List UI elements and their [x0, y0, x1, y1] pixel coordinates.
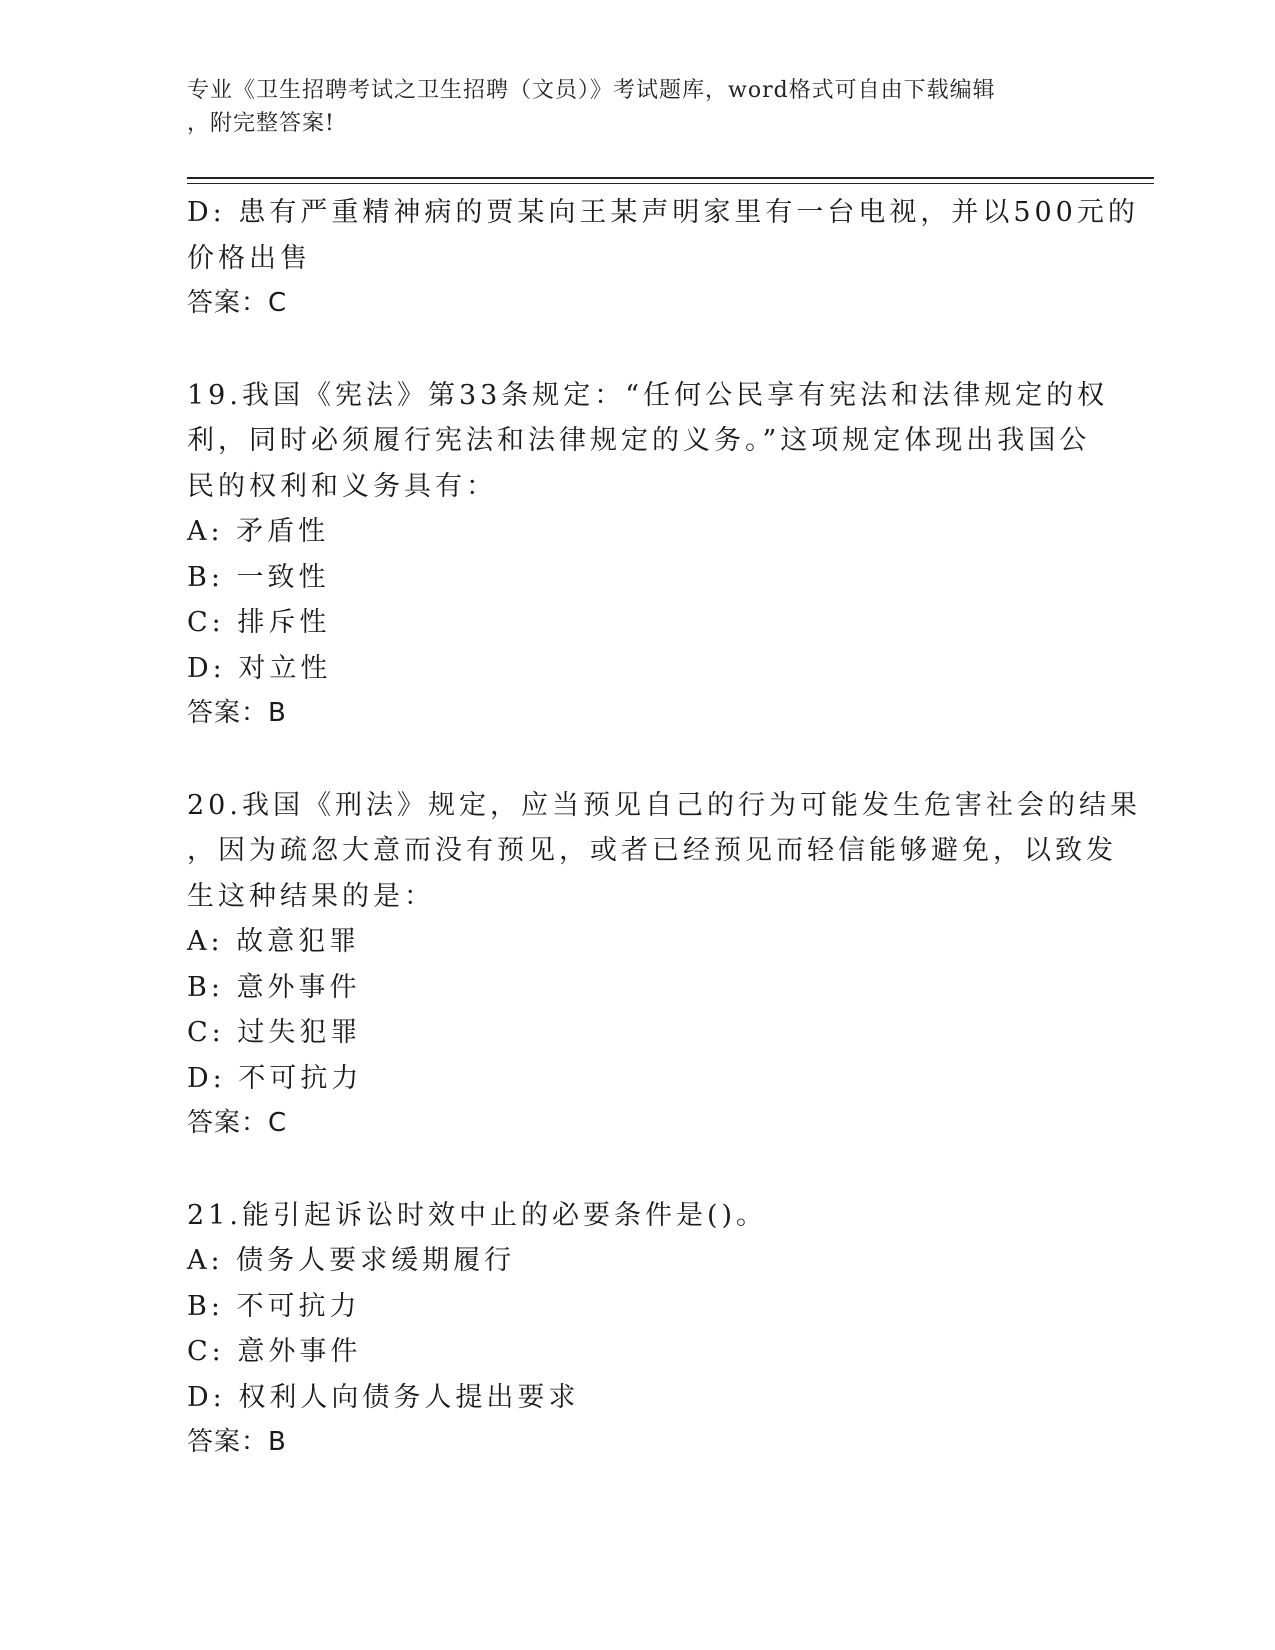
spacer — [187, 327, 1087, 373]
question-19 — [187, 373, 1109, 737]
q21-stem-line-1: 21.能引起诉讼时效中止的必要条件是()。 — [187, 1199, 768, 1231]
q20-option-a: A: 故意犯罪 — [187, 926, 361, 957]
q18-option-d-line-2: 价格出售 — [187, 242, 311, 274]
q19-stem-line-2: 利，同时必须履行宪法和法律规定的义务。”这项规定体现出我国公 — [187, 425, 1091, 456]
spacer — [187, 1147, 1087, 1193]
header-divider — [187, 177, 1154, 184]
question-content — [187, 190, 1141, 1466]
header-line-2: ，附完整答案! — [187, 111, 335, 136]
q20-option-b: B: 意外事件 — [187, 971, 361, 1003]
q20-stem-line-1: 20.我国《刑法》规定，应当预见自己的行为可能发生危害社会的结果 — [187, 789, 1141, 821]
q20-stem-line-3: 生这种结果的是： — [187, 880, 435, 912]
q19-stem-line-3: 民的权利和义务具有： — [187, 470, 497, 502]
q20-answer: 答案：C — [187, 1108, 288, 1138]
q19-answer: 答案：B — [187, 698, 287, 728]
q21-option-d: D: 权利人向债务人提出要求 — [187, 1381, 580, 1413]
question-20 — [187, 783, 1141, 1147]
q21-option-a: A: 债务人要求缓期履行 — [187, 1245, 516, 1276]
q20-stem-line-2: ，因为疏忽大意而没有预见，或者已经预见而轻信能够避免，以致发 — [187, 835, 1117, 866]
header-line-1: 专业《卫生招聘考试之卫生招聘（文员）》考试题库，word格式可自由下载编辑 — [187, 78, 996, 103]
q21-option-b: B: 不可抗力 — [187, 1290, 361, 1322]
q19-option-c: C: 排斥性 — [187, 607, 331, 638]
q18-option-d-line-1: D: 患有严重精神病的贾某向王某声明家里有一台电视，并以500元的 — [187, 197, 1139, 228]
q20-option-c: C: 过失犯罪 — [187, 1017, 362, 1048]
question-21 — [187, 1193, 1087, 1466]
spacer — [187, 737, 1087, 783]
question-18-tail — [187, 190, 1139, 327]
q18-answer: 答案：C — [187, 288, 288, 318]
q21-option-c: C: 意外事件 — [187, 1336, 362, 1367]
q19-option-a: A: 矛盾性 — [187, 516, 330, 547]
q19-option-b: B: 一致性 — [187, 561, 330, 593]
q19-option-d: D: 对立性 — [187, 652, 332, 684]
q20-option-d: D: 不可抗力 — [187, 1062, 363, 1094]
q21-answer: 答案：B — [187, 1427, 287, 1457]
page-header — [187, 74, 1087, 140]
q19-stem-line-1: 19.我国《宪法》第33条规定：“任何公民享有宪法和法律规定的权 — [187, 379, 1109, 411]
